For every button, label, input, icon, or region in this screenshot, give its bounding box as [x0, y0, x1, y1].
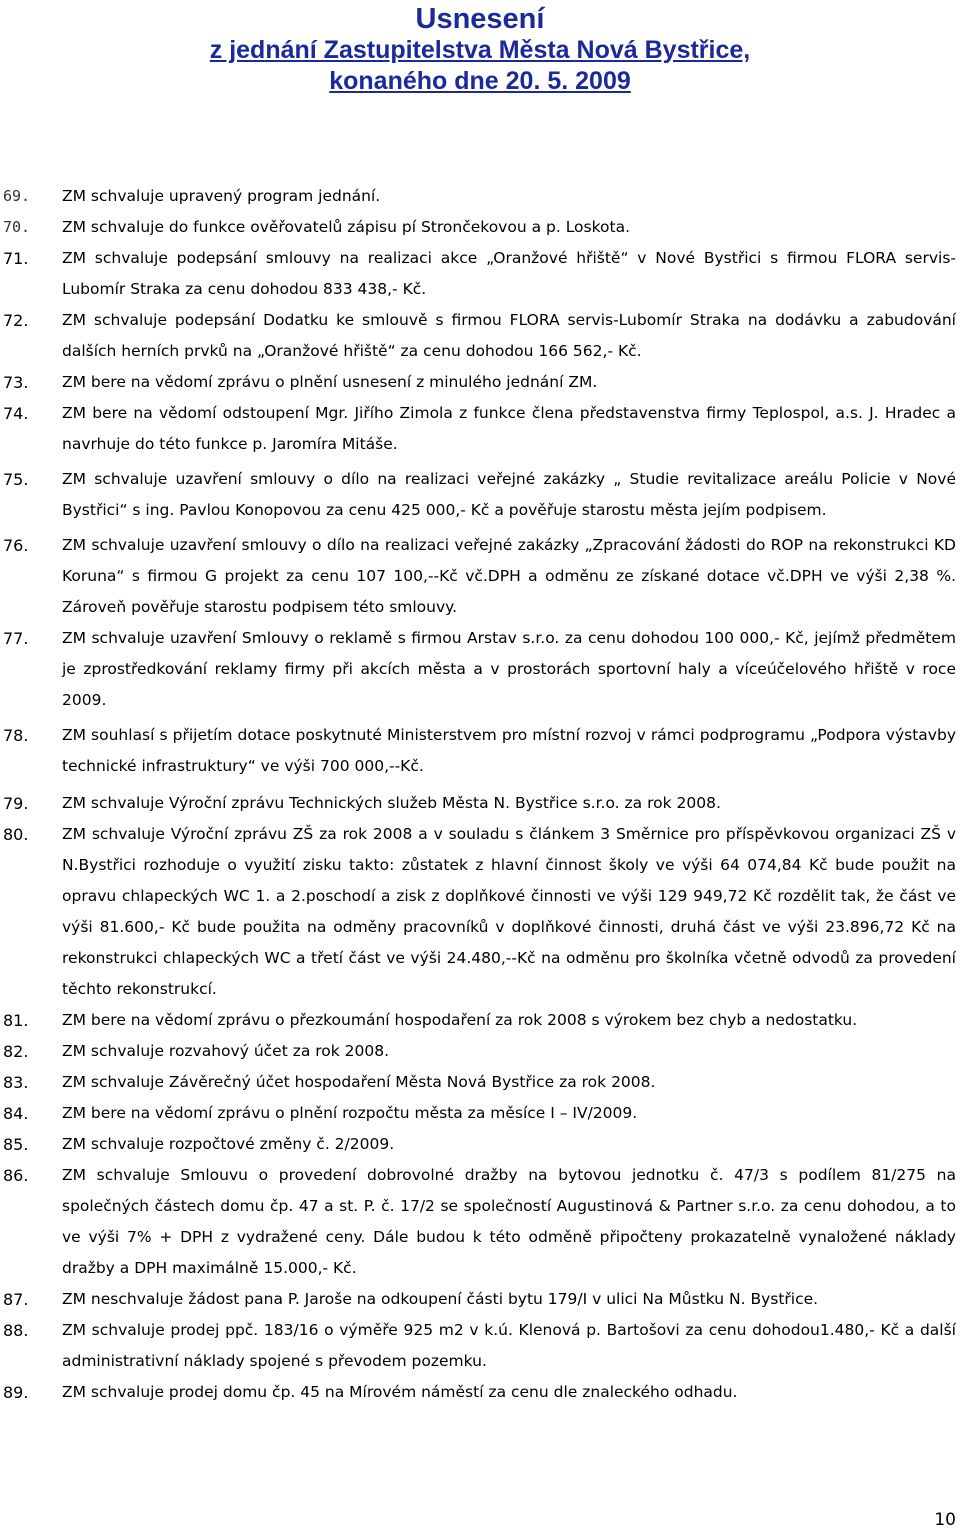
- resolution-number: 89.: [3, 1383, 29, 1402]
- resolution-number: 81.: [3, 1011, 29, 1030]
- resolution-item-69: [0, 181, 960, 212]
- resolution-text: ZM schvaluje Výroční zprávu Technických služeb Města N. Bystřice s.r.o. za rok 2008.: [62, 794, 721, 812]
- page-number: 10: [934, 1510, 956, 1530]
- resolution-text: ZM neschvaluje žádost pana P. Jaroše na odkoupení části bytu 179/I v ulici Na Můstku N. Bystřice.: [62, 1290, 819, 1308]
- resolution-item-71: [0, 243, 960, 305]
- resolution-number: 83.: [3, 1073, 29, 1092]
- resolution-number: 78.: [3, 726, 29, 745]
- resolution-number: 77.: [3, 629, 29, 648]
- resolution-number: 69.: [3, 187, 31, 205]
- resolution-item-85: [0, 1129, 960, 1160]
- resolution-item-81: [0, 1005, 960, 1036]
- document-subtitle-line2: konaného dne 20. 5. 2009: [329, 67, 631, 95]
- resolution-number: 73.: [3, 373, 29, 392]
- resolution-text: ZM schvaluje rozvahový účet za rok 2008.: [62, 1042, 390, 1060]
- resolution-text: ZM schvaluje Závěrečný účet hospodaření Města Nová Bystřice za rok 2008.: [62, 1073, 656, 1091]
- resolution-item-78: [0, 720, 960, 782]
- resolution-number: 71.: [3, 249, 29, 268]
- resolution-item-86: [0, 1160, 960, 1284]
- resolution-text: ZM souhlasí s přijetím dotace poskytnuté Ministerstvem pro místní rozvoj v rámci podprogramu „Podpora výstavby technické infrastruktury“ ve výši 700 000,--Kč.: [62, 726, 956, 775]
- resolution-text: ZM schvaluje upravený program jednání.: [62, 187, 381, 205]
- resolution-item-72: [0, 305, 960, 367]
- resolution-item-76: [0, 530, 960, 623]
- resolution-text: ZM bere na vědomí zprávu o přezkoumání hospodaření za rok 2008 s výrokem bez chyb a nedostatku.: [62, 1011, 858, 1029]
- resolution-text: ZM schvaluje do funkce ověřovatelů zápisu pí Strončekovou a p. Loskota.: [62, 218, 631, 236]
- resolution-item-83: [0, 1067, 960, 1098]
- resolution-item-74: [0, 398, 960, 460]
- resolution-item-77: [0, 623, 960, 716]
- resolution-number: 70.: [3, 218, 31, 236]
- resolution-text: ZM schvaluje podepsání Dodatku ke smlouvě s firmou FLORA servis-Lubomír Straka na dodávku a zabudování dalších herních prvků na „Oranžové hřiště“ za cenu dohodou 166 562,- Kč.: [62, 311, 956, 360]
- resolution-item-87: [0, 1284, 960, 1315]
- resolution-text: ZM schvaluje Smlouvu o provedení dobrovolné dražby na bytovou jednotku č. 47/3 s podílem 81/275 na společných částech domu čp. 47 a st. P. č. 17/2 se společností Augustinová & Partner s.r.o. za cenu dohodou, a to ve výši 7% + DPH z vydražené ceny. Dále budou k této odměně připočteny prokazatelně vynaložené náklady dražby a DPH maximálně 15.000,- Kč.: [62, 1166, 956, 1277]
- resolution-number: 87.: [3, 1290, 29, 1309]
- resolution-text: ZM schvaluje uzavření smlouvy o dílo na realizaci veřejné zakázky „ Studie revitalizace areálu Policie v Nové Bystřici“ s ing. Pavlou Konopovou za cenu 425 000,- Kč a pověřuje starostu města jejím podpisem.: [62, 470, 956, 519]
- resolution-number: 79.: [3, 794, 29, 813]
- resolution-text: ZM schvaluje prodej ppč. 183/16 o výměře 925 m2 v k.ú. Klenová p. Bartošovi za cenu dohodou1.480,- Kč a další administrativní náklady spojené s převodem pozemku.: [62, 1321, 956, 1370]
- resolution-item-88: [0, 1315, 960, 1377]
- resolution-text: ZM bere na vědomí zprávu o plnění usnesení z minulého jednání ZM.: [62, 373, 598, 391]
- resolution-list: [0, 181, 960, 1408]
- resolution-number: 85.: [3, 1135, 29, 1154]
- resolution-number: 88.: [3, 1321, 29, 1340]
- resolution-text: ZM schvaluje uzavření Smlouvy o reklamě s firmou Arstav s.r.o. za cenu dohodou 100 000,- Kč, jejímž předmětem je zprostředkování reklamy firmy při akcích města a v prostorách sportovní haly a víceúčelového hřiště v roce 2009.: [62, 629, 956, 709]
- resolution-text: ZM bere na vědomí odstoupení Mgr. Jiřího Zimola z funkce člena představenstva firmy Teplospol, a.s. J. Hradec a navrhuje do této funkce p. Jaromíra Mitáše.: [62, 404, 956, 453]
- resolution-text: ZM schvaluje uzavření smlouvy o dílo na realizaci veřejné zakázky „Zpracování žádosti do ROP na rekonstrukci KD Koruna“ s firmou G projekt za cenu 107 100,--Kč vč.DPH a odměnu ze získané dotace vč.DPH ve výši 2,38 %. Zároveň pověřuje starostu podpisem této smlouvy.: [62, 536, 956, 616]
- resolution-number: 75.: [3, 470, 29, 489]
- resolution-item-89: [0, 1377, 960, 1408]
- resolution-item-70: [0, 212, 960, 243]
- resolution-item-82: [0, 1036, 960, 1067]
- resolution-number: 84.: [3, 1104, 29, 1123]
- resolution-text: ZM schvaluje prodej domu čp. 45 na Mírovém náměstí za cenu dle znaleckého odhadu.: [62, 1383, 738, 1401]
- document-title: Usnesení: [415, 3, 545, 35]
- resolution-item-84: [0, 1098, 960, 1129]
- resolution-item-79: [0, 788, 960, 819]
- resolution-item-73: [0, 367, 960, 398]
- resolution-text: ZM schvaluje Výroční zprávu ZŠ za rok 2008 a v souladu s článkem 3 Směrnice pro příspěvkovou organizaci ZŠ v N.Bystřici rozhoduje o využití zisku takto: zůstatek z hlavní činnost školy ve výši 64 074,84 Kč bude použit na opravu chlapeckých WC 1. a 2.poschodí a zisk z doplňkové činnosti ve výši 129 949,72 Kč rozdělit tak, že část ve výši 81.600,- Kč bude použita na odměny pracovníků v doplňkové činnosti, druhá část ve výši 23.896,72 Kč na rekonstrukci chlapeckých WC a třetí část ve výši 24.480,--Kč na odměnu pro školníka včetně odvodů za provedení těchto rekonstrukcí.: [62, 825, 956, 998]
- resolution-text: ZM schvaluje rozpočtové změny č. 2/2009.: [62, 1135, 395, 1153]
- resolution-text: ZM bere na vědomí zprávu o plnění rozpočtu města za měsíce I – IV/2009.: [62, 1104, 638, 1122]
- resolution-number: 72.: [3, 311, 29, 330]
- resolution-item-80: [0, 819, 960, 1005]
- resolution-number: 80.: [3, 825, 29, 844]
- resolution-number: 76.: [3, 536, 29, 555]
- resolution-number: 82.: [3, 1042, 29, 1061]
- document-header: [0, 0, 960, 97]
- document-subtitle-line1: z jednání Zastupitelstva Města Nová Bystřice,: [209, 36, 751, 64]
- resolution-item-75: [0, 464, 960, 526]
- resolution-number: 74.: [3, 404, 29, 423]
- resolution-number: 86.: [3, 1166, 29, 1185]
- resolution-text: ZM schvaluje podepsání smlouvy na realizaci akce „Oranžové hřiště“ v Nové Bystřici s firmou FLORA servis-Lubomír Straka za cenu dohodou 833 438,- Kč.: [62, 249, 956, 298]
